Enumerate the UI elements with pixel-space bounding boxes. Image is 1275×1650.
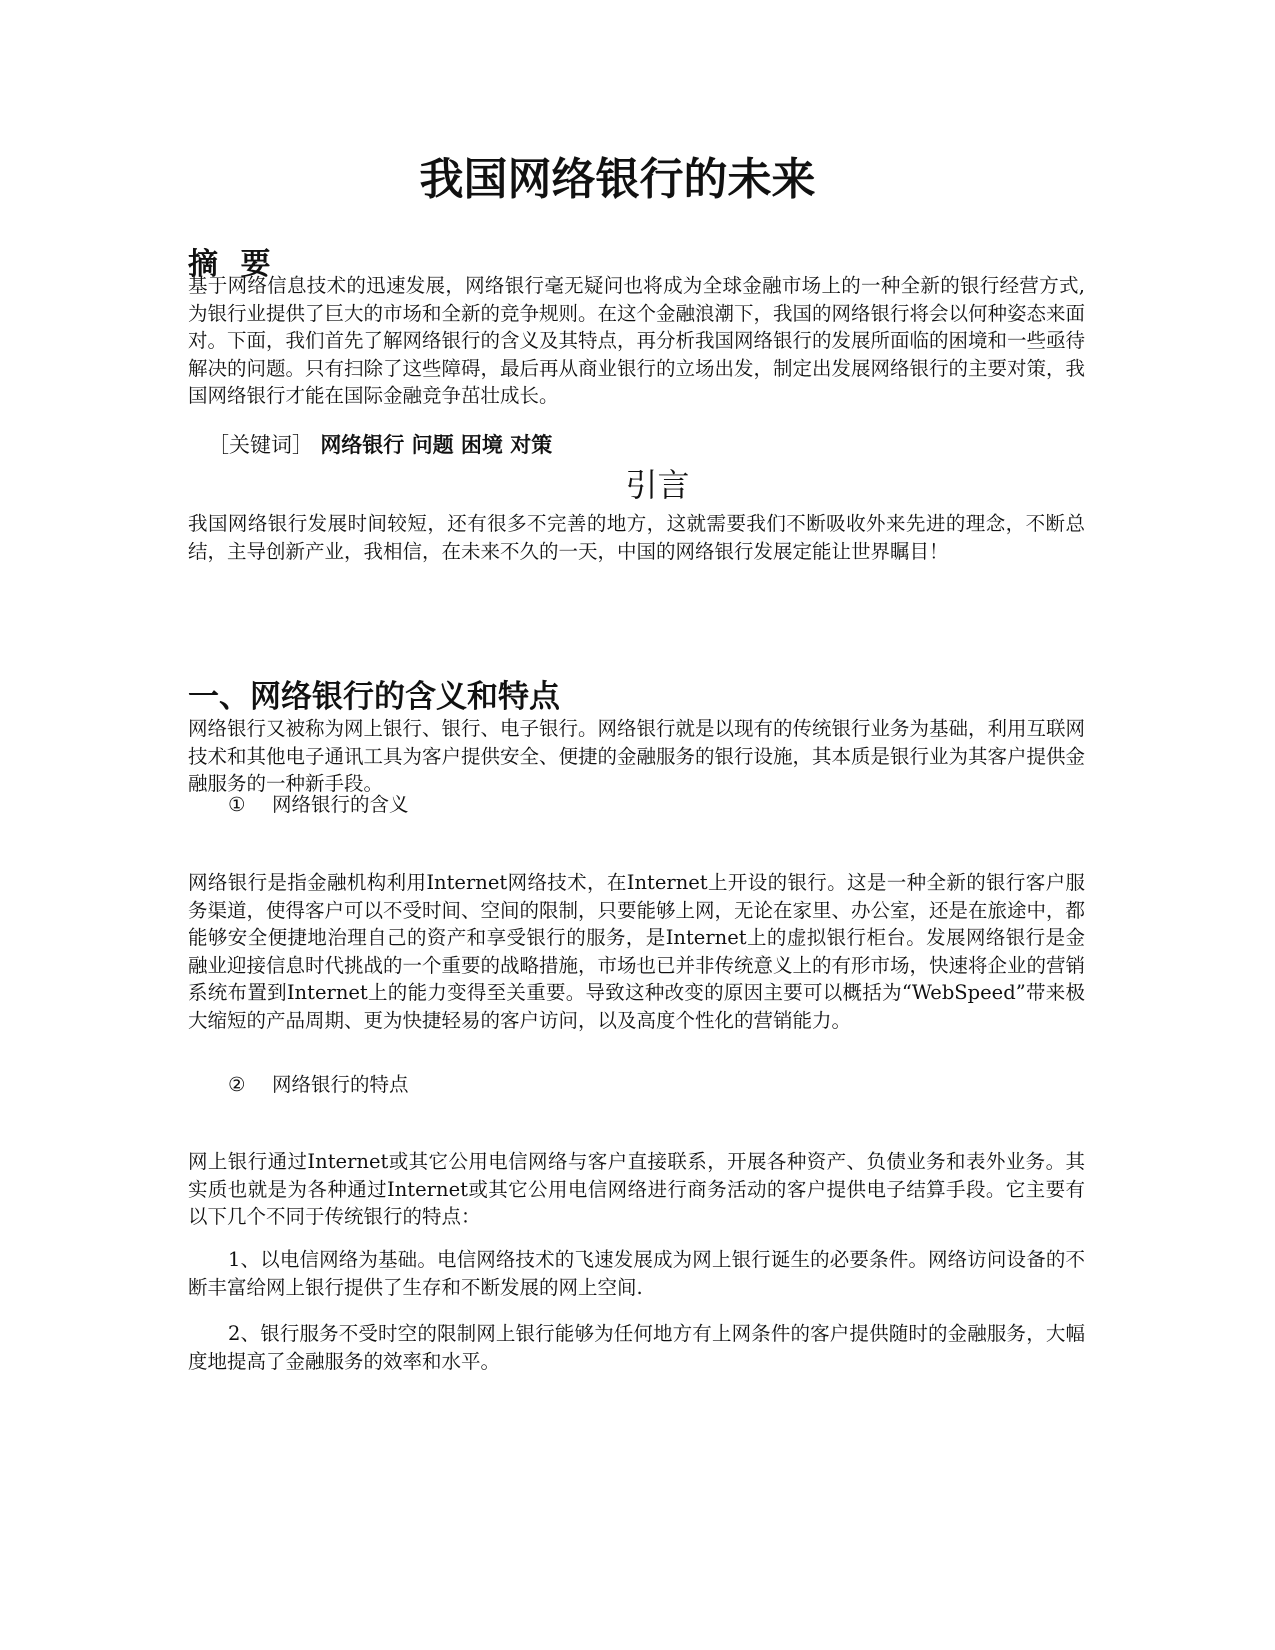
subsection-2-title: 网络银行的特点 (272, 1073, 409, 1096)
subsection-1-heading (228, 791, 409, 819)
subsection-1-paragraph: 网络银行是指金融机构利用Internet网络技术，在Internet上开设的银行。这是一种全新的银行客户服务渠道，使得客户可以不受时间、空间的限制，只要能够上网，无论在家里、办公室，还是在旅途中，都能够安全便捷地治理自己的资产和享受银行的服务，是Internet上的虚拟银行柜台。发展网络银行是金融业迎接信息时代挑战的一个重要的战略措施，市场也已并非传统意义上的有形市场，快速将企业的营销系统布置到Internet上的能力变得至关重要。导致这种改变的原因主要可以概括为“WebSpeed”带来极大缩短的产品周期、更为快捷轻易的客户访问，以及高度个性化的营销能力。 (188, 871, 1086, 1032)
subsection-1-title: 网络银行的含义 (272, 793, 409, 816)
subsection-2-paragraph: 网上银行通过Internet或其它公用电信网络与客户直接联系，开展各种资产、负债业务和表外业务。其实质也就是为各种通过Internet或其它公用电信网络进行商务活动的客户提供电子结算手段。它主要有以下几个不同于传统银行的特点： (188, 1150, 1085, 1228)
intro-heading: 引言 (625, 466, 690, 504)
abstract-heading: 摘 要 (188, 247, 277, 282)
keywords-line (208, 430, 552, 460)
subsection-1-number: ① (228, 793, 246, 816)
feature-2-paragraph: 2、银行服务不受时空的限制网上银行能够为任何地方有上网条件的客户提供随时的金融服务，大幅度地提高了金融服务的效率和水平。 (188, 1322, 1085, 1373)
section-1-paragraph: 网络银行又被称为网上银行、银行、电子银行。网络银行就是以现有的传统银行业务为基础，利用互联网技术和其他电子通讯工具为客户提供安全、便捷的金融服务的银行设施，其本质是银行业为其客户提供金融服务的一种新手段。 (188, 717, 1086, 795)
keywords-list: 网络银行 问题 困境 对策 (320, 433, 553, 457)
subsection-2-number: ② (228, 1073, 246, 1096)
document-title: 我国网络银行的未来 (419, 154, 816, 205)
section-1-heading: 一、网络银行的含义和特点 (188, 679, 560, 715)
intro-paragraph: 我国网络银行发展时间较短，还有很多不完善的地方，这就需要我们不断吸收外来先进的理念，不断总结，主导创新产业，我相信，在未来不久的一天，中国的网络银行发展定能让世界瞩目！ (188, 512, 1085, 563)
subsection-2-heading (228, 1071, 409, 1099)
feature-1-paragraph: 1、以电信网络为基础。电信网络技术的飞速发展成为网上银行诞生的必要条件。网络访问设备的不断丰富给网上银行提供了生存和不断发展的网上空间. (188, 1248, 1085, 1299)
keywords-label: ［关键词］ (208, 433, 313, 457)
abstract-paragraph: 基于网络信息技术的迅速发展，网络银行毫无疑问也将成为全球金融市场上的一种全新的银行经营方式,为银行业提供了巨大的市场和全新的竞争规则。在这个金融浪潮下，我国的网络银行将会以何种姿态来面对。下面，我们首先了解网络银行的含义及其特点，再分析我国网络银行的发展所面临的困境和一些亟待解决的问题。只有扫除了这些障碍，最后再从商业银行的立场出发，制定出发展网络银行的主要对策，我国网络银行才能在国际金融竞争茁壮成长。 (188, 274, 1086, 407)
